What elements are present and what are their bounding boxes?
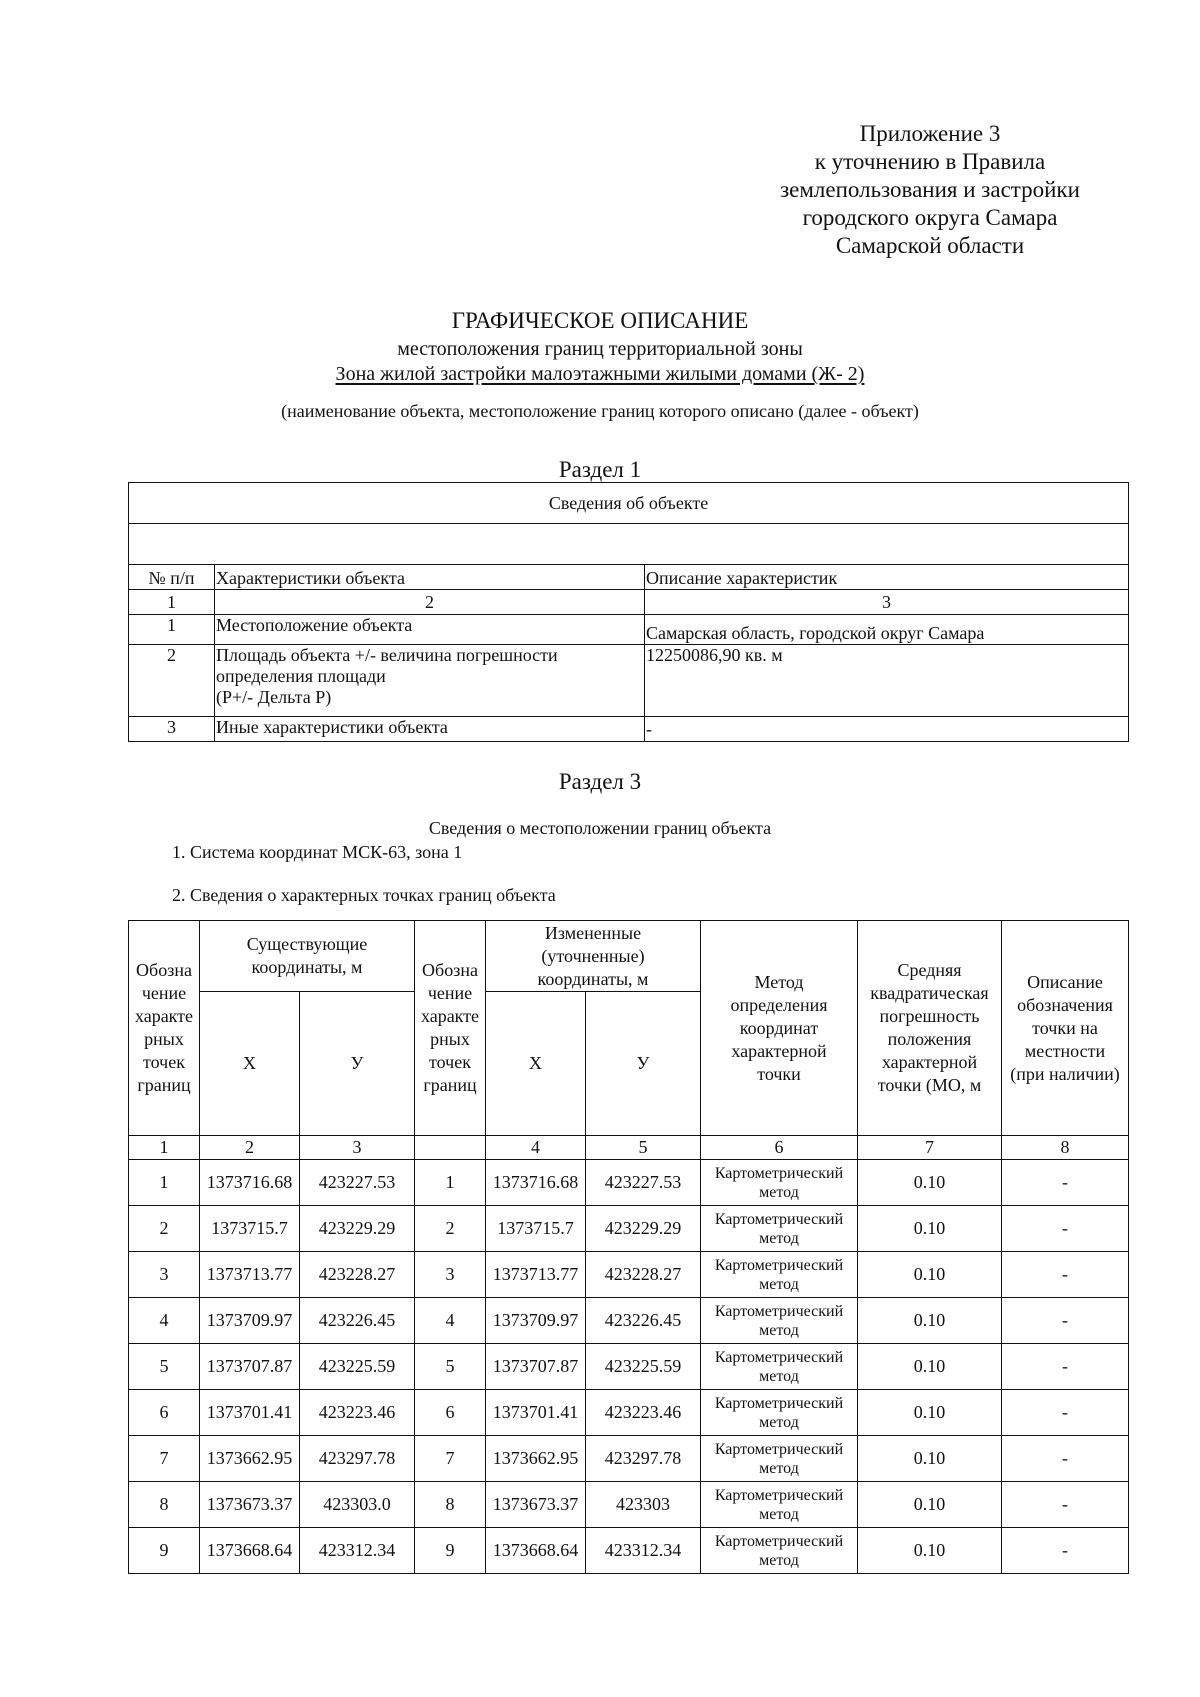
- column-number-cell: 5: [586, 1136, 701, 1160]
- header-line: определения: [730, 994, 828, 1015]
- existing-x-cell: 1373662.95: [200, 1436, 300, 1482]
- header-line: положения: [887, 1029, 972, 1049]
- method-line: Картометрический: [714, 1440, 844, 1458]
- method-line: Картометрический: [714, 1394, 844, 1412]
- column-number-cell: 6: [701, 1136, 858, 1160]
- column-number-cell: 3: [300, 1136, 415, 1160]
- existing-y-cell: 423223.46: [300, 1390, 415, 1436]
- changed-x-cell: 1373662.95: [486, 1436, 586, 1482]
- points-table-header-row: [129, 921, 1129, 992]
- description-cell: -: [1002, 1344, 1129, 1390]
- existing-x-cell: 1373673.37: [200, 1482, 300, 1528]
- header-line: (уточненные): [541, 945, 645, 966]
- point-number-cell: 2: [129, 1206, 200, 1252]
- method-line: Картометрический: [714, 1210, 844, 1228]
- method-line: метод: [759, 1183, 799, 1201]
- table-row: [129, 1252, 1129, 1298]
- header-line: квадратическая: [870, 983, 989, 1003]
- changed-y-cell: 423297.78: [586, 1436, 701, 1482]
- existing-x-cell: 1373701.41: [200, 1390, 300, 1436]
- existing-x-cell: 1373707.87: [200, 1344, 300, 1390]
- method-cell: [701, 1482, 858, 1528]
- point-number-cell: 1: [129, 1160, 200, 1206]
- header-line: Средняя: [897, 960, 962, 980]
- section-3-title: Раздел 3: [558, 769, 642, 794]
- header-line: рных: [430, 1029, 470, 1049]
- header-line: местности: [1024, 1040, 1106, 1061]
- header-line: Измененные: [544, 922, 642, 943]
- changed-y-cell: 423225.59: [586, 1344, 701, 1390]
- header-line: Описание: [1027, 971, 1103, 992]
- existing-x-header: X: [200, 992, 300, 1136]
- method-line: метод: [759, 1413, 799, 1431]
- method-line: Картометрический: [714, 1256, 844, 1274]
- header-line: рных: [144, 1029, 184, 1049]
- error-cell: 0.10: [858, 1436, 1002, 1482]
- existing-x-cell: 1373715.7: [200, 1206, 300, 1252]
- changed-x-cell: 1373673.37: [486, 1482, 586, 1528]
- description-cell: -: [1002, 1482, 1129, 1528]
- table-row: [129, 1482, 1129, 1528]
- header-cell: Характеристики объекта: [215, 565, 645, 590]
- appendix-line: городского округа Самара: [802, 205, 1058, 230]
- location-title: Сведения о местоположении границ объекта: [428, 818, 772, 838]
- existing-y-cell: 423225.59: [300, 1344, 415, 1390]
- point-number-cell: 3: [129, 1252, 200, 1298]
- point-number-cell: 4: [129, 1298, 200, 1344]
- method-line: метод: [759, 1505, 799, 1523]
- point-number-cell: 7: [129, 1436, 200, 1482]
- point-number-cell: 6: [415, 1390, 486, 1436]
- table-row: [129, 1390, 1129, 1436]
- characteristic-line: определения площади: [216, 666, 386, 686]
- description-cell: -: [1002, 1252, 1129, 1298]
- table-row: [129, 1298, 1129, 1344]
- header-line: точки на: [1032, 1017, 1098, 1038]
- point-number-cell: 6: [129, 1390, 200, 1436]
- header-line: обозначения: [1017, 994, 1113, 1015]
- point-number-cell: 4: [415, 1298, 486, 1344]
- header-line: характерной: [881, 1052, 978, 1072]
- point-number-cell: 9: [415, 1528, 486, 1574]
- header-line: границ: [137, 1075, 191, 1095]
- boundary-points-table: [128, 920, 1129, 1574]
- method-line: метод: [759, 1321, 799, 1339]
- zone-name: [0, 362, 1200, 386]
- header-line: Метод: [754, 971, 804, 992]
- row-number-cell: 2: [129, 645, 215, 717]
- header-line: точек: [143, 1052, 185, 1072]
- table-row: [129, 1344, 1129, 1390]
- method-line: метод: [759, 1367, 799, 1385]
- section-1-title: Раздел 1: [558, 457, 642, 482]
- column-number-cell: 3: [645, 590, 1129, 615]
- method-cell: [701, 1298, 858, 1344]
- existing-coordinates-header: [200, 921, 415, 992]
- method-line: Картометрический: [714, 1348, 844, 1366]
- point-number-cell: 7: [415, 1436, 486, 1482]
- description-cell: -: [645, 717, 1129, 742]
- object-info-table: [128, 482, 1129, 742]
- changed-x-cell: 1373716.68: [486, 1160, 586, 1206]
- row-number-cell: 3: [129, 717, 215, 742]
- description-cell: -: [1002, 1390, 1129, 1436]
- changed-x-cell: 1373668.64: [486, 1528, 586, 1574]
- column-number-cell: [415, 1136, 486, 1160]
- header-line: координаты, м: [537, 968, 649, 989]
- changed-y-cell: 423226.45: [586, 1298, 701, 1344]
- header-line: чение: [427, 983, 473, 1003]
- method-cell: [701, 1436, 858, 1482]
- existing-x-cell: 1373668.64: [200, 1528, 300, 1574]
- point-number-cell: 3: [415, 1252, 486, 1298]
- column-number-cell: 4: [486, 1136, 586, 1160]
- characteristic-line: (P+/- Дельта P): [216, 687, 332, 707]
- column-number-cell: 1: [129, 590, 215, 615]
- error-cell: 0.10: [858, 1344, 1002, 1390]
- table-row: [129, 645, 1129, 717]
- points-table-body: [129, 1160, 1129, 1574]
- point-number-cell: 5: [415, 1344, 486, 1390]
- changed-x-cell: 1373709.97: [486, 1298, 586, 1344]
- characteristic-cell: [215, 645, 645, 717]
- method-line: метод: [759, 1459, 799, 1477]
- description-cell: -: [1002, 1528, 1129, 1574]
- header-cell: № п/п: [129, 565, 215, 590]
- changed-x-header: X: [486, 992, 586, 1136]
- appendix-line: землепользования и застройки: [780, 177, 1080, 202]
- method-line: Картометрический: [714, 1486, 844, 1504]
- existing-x-cell: 1373716.68: [200, 1160, 300, 1206]
- method-line: Картометрический: [714, 1532, 844, 1550]
- existing-x-cell: 1373713.77: [200, 1252, 300, 1298]
- description-cell: 12250086,90 кв. м: [645, 645, 1129, 717]
- header-line: точки: [757, 1063, 801, 1084]
- header-line: характерной: [731, 1040, 827, 1061]
- method-cell: [701, 1252, 858, 1298]
- existing-y-header: У: [300, 992, 415, 1136]
- header-line: характе: [420, 1006, 480, 1026]
- column-number-cell: 2: [200, 1136, 300, 1160]
- point-number-cell: 5: [129, 1344, 200, 1390]
- existing-y-cell: 423297.78: [300, 1436, 415, 1482]
- table-row: [129, 615, 1129, 645]
- table-row: [129, 1528, 1129, 1574]
- method-line: метод: [759, 1229, 799, 1247]
- appendix-line: Приложение 3: [859, 121, 1001, 146]
- existing-y-cell: 423226.45: [300, 1298, 415, 1344]
- existing-x-cell: 1373709.97: [200, 1298, 300, 1344]
- points-heading: 2. Сведения о характерных точках границ объекта: [172, 885, 556, 905]
- point-number-cell: 8: [415, 1482, 486, 1528]
- method-line: Картометрический: [714, 1164, 844, 1182]
- changed-x-cell: 1373715.7: [486, 1206, 586, 1252]
- table-row: [129, 1436, 1129, 1482]
- error-cell: 0.10: [858, 1298, 1002, 1344]
- method-line: Картометрический: [714, 1302, 844, 1320]
- appendix-line: к уточнению в Правила: [814, 149, 1046, 174]
- object-table-header-row: [129, 565, 1129, 590]
- object-note: (наименование объекта, местоположение границ которого описано (далее - объект): [281, 401, 919, 421]
- existing-y-cell: 423312.34: [300, 1528, 415, 1574]
- method-cell: [701, 1390, 858, 1436]
- header-line: координат: [739, 1017, 819, 1038]
- header-line: Обозна: [422, 960, 478, 980]
- changed-x-cell: 1373701.41: [486, 1390, 586, 1436]
- zone-name-text: Зона жилой застройки малоэтажными жилыми домами (Ж- 2): [335, 363, 865, 385]
- header-line: погрешность: [879, 1006, 980, 1026]
- changed-y-header: У: [586, 992, 701, 1136]
- changed-coordinates-header: [486, 921, 701, 992]
- row-number-cell: 1: [129, 615, 215, 645]
- changed-x-cell: 1373713.77: [486, 1252, 586, 1298]
- point-number-cell: 1: [415, 1160, 486, 1206]
- description-cell: -: [1002, 1298, 1129, 1344]
- coordinate-system: 1. Система координат МСК-63, зона 1: [172, 842, 463, 862]
- point-number-cell: 8: [129, 1482, 200, 1528]
- existing-y-cell: 423229.29: [300, 1206, 415, 1252]
- table-row: [129, 1160, 1129, 1206]
- error-cell: 0.10: [858, 1206, 1002, 1252]
- characteristic-cell: Иные характеристики объекта: [215, 717, 645, 742]
- column-number-cell: 1: [129, 1136, 200, 1160]
- header-line: (при наличии): [1010, 1063, 1120, 1084]
- characteristic-line: Площадь объекта +/- величина погрешности: [216, 645, 558, 665]
- designation-header-2: [415, 921, 486, 1136]
- error-cell: 0.10: [858, 1528, 1002, 1574]
- changed-y-cell: 423312.34: [586, 1528, 701, 1574]
- object-table-column-numbers: [129, 590, 1129, 615]
- points-table-column-numbers: [129, 1136, 1129, 1160]
- method-cell: [701, 1528, 858, 1574]
- method-header: [701, 921, 858, 1136]
- changed-y-cell: 423227.53: [586, 1160, 701, 1206]
- header-line: границ: [423, 1075, 477, 1095]
- column-number-cell: 7: [858, 1136, 1002, 1160]
- error-cell: 0.10: [858, 1482, 1002, 1528]
- designation-header: [129, 921, 200, 1136]
- column-number-cell: 8: [1002, 1136, 1129, 1160]
- object-table-blank-row: [129, 524, 1129, 565]
- description-cell: -: [1002, 1160, 1129, 1206]
- method-line: метод: [759, 1275, 799, 1293]
- description-header: [1002, 921, 1129, 1136]
- error-cell: 0.10: [858, 1160, 1002, 1206]
- appendix-note: [700, 120, 1160, 260]
- method-line: метод: [759, 1551, 799, 1569]
- header-line: характе: [134, 1006, 194, 1026]
- document-subtitle: местоположения границ территориальной зоны: [397, 338, 803, 360]
- point-number-cell: 9: [129, 1528, 200, 1574]
- existing-y-cell: 423303.0: [300, 1482, 415, 1528]
- method-cell: [701, 1206, 858, 1252]
- appendix-line: Самарской области: [835, 233, 1025, 258]
- error-cell: 0.10: [858, 1390, 1002, 1436]
- point-number-cell: 2: [415, 1206, 486, 1252]
- header-line: точек: [429, 1052, 471, 1072]
- changed-y-cell: 423229.29: [586, 1206, 701, 1252]
- existing-y-cell: 423227.53: [300, 1160, 415, 1206]
- object-table-title: Сведения об объекте: [129, 483, 1129, 524]
- header-line: Существующие: [246, 934, 368, 954]
- header-line: точки (МО, м: [877, 1075, 982, 1095]
- characteristic-cell: Местоположение объекта: [215, 615, 645, 645]
- table-row: [129, 1206, 1129, 1252]
- changed-x-cell: 1373707.87: [486, 1344, 586, 1390]
- description-cell: -: [1002, 1436, 1129, 1482]
- description-cell: -: [1002, 1206, 1129, 1252]
- changed-y-cell: 423223.46: [586, 1390, 701, 1436]
- table-row: [129, 717, 1129, 742]
- existing-y-cell: 423228.27: [300, 1252, 415, 1298]
- header-cell: Описание характеристик: [645, 565, 1129, 590]
- method-cell: [701, 1344, 858, 1390]
- document-title: ГРАФИЧЕСКОЕ ОПИСАНИЕ: [451, 308, 749, 333]
- error-cell: 0.10: [858, 1252, 1002, 1298]
- method-cell: [701, 1160, 858, 1206]
- changed-y-cell: 423303: [586, 1482, 701, 1528]
- header-line: координаты, м: [251, 957, 363, 977]
- description-cell: Самарская область, городской округ Самара: [645, 615, 1129, 645]
- header-line: Обозна: [136, 960, 192, 980]
- changed-y-cell: 423228.27: [586, 1252, 701, 1298]
- error-header: [858, 921, 1002, 1136]
- header-line: чение: [141, 983, 187, 1003]
- column-number-cell: 2: [215, 590, 645, 615]
